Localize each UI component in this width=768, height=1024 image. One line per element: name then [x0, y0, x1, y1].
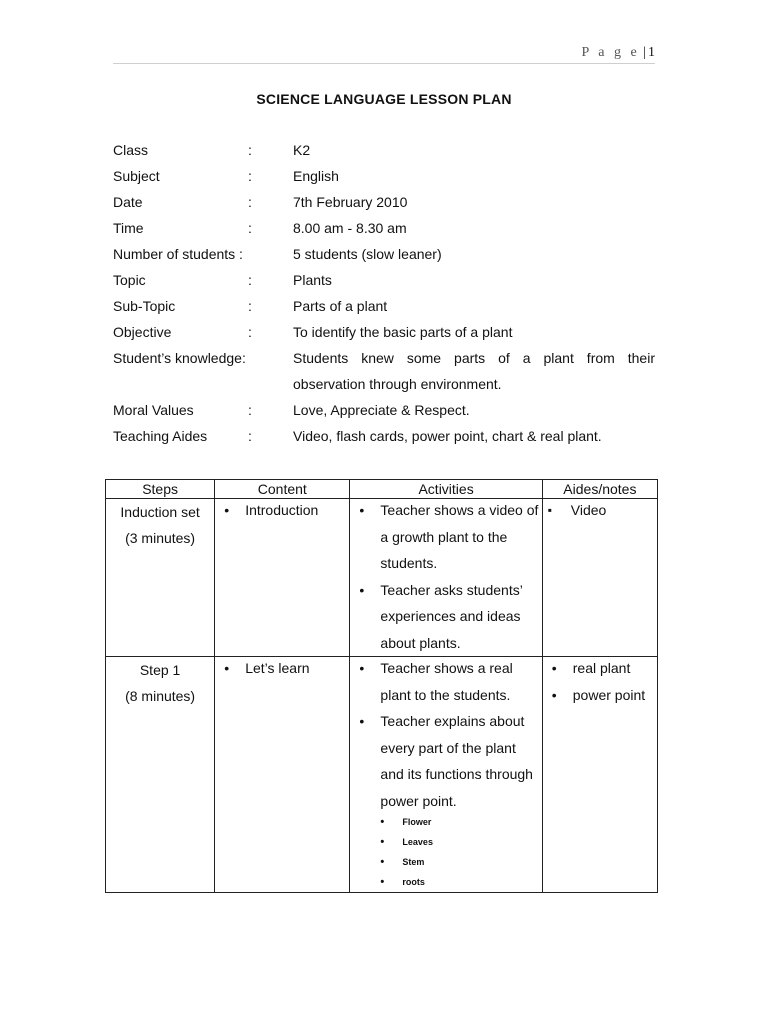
info-colon: :: [248, 272, 252, 288]
plant-part-item: • Leaves: [350, 832, 541, 852]
info-value: To identify the basic parts of a plant: [293, 324, 513, 340]
plant-part-item: • Stem: [350, 852, 541, 872]
info-label: Student’s knowledge:: [113, 350, 246, 366]
activity-item: • Teacher asks students’ experiences and ideas about plants.: [350, 577, 541, 657]
info-label: Class: [113, 142, 149, 158]
info-value: 7th February 2010: [293, 194, 408, 210]
info-row-students: [113, 241, 655, 267]
step-cell: [106, 499, 215, 657]
activity-item: • Teacher shows a video of a growth plant to the students.: [350, 497, 541, 577]
step-name: Induction set: [120, 504, 200, 520]
plant-part-item: • Flower: [350, 812, 541, 832]
info-row-topic: [113, 267, 655, 293]
step-duration: (3 minutes): [125, 530, 196, 546]
info-row-objective: [113, 319, 655, 345]
aide-item: • power point: [543, 682, 657, 709]
aides-cell: [542, 499, 657, 657]
info-row-subtopic: [113, 293, 655, 319]
aide-item: ▪ Video: [543, 497, 657, 524]
info-label: Topic: [113, 272, 146, 288]
info-value: Love, Appreciate & Respect.: [293, 402, 470, 418]
step-cell: [106, 657, 215, 893]
info-label: Sub-Topic: [113, 298, 176, 314]
info-colon: :: [248, 428, 252, 444]
info-colon: :: [248, 298, 252, 314]
aides-cell: [542, 657, 657, 893]
header-content: Content: [215, 480, 350, 499]
lesson-info: [113, 137, 655, 449]
page-number: 1: [648, 45, 655, 60]
header-steps: Steps: [106, 480, 215, 499]
page-label: P a g e: [581, 45, 640, 60]
content-item: • Let’s learn: [215, 655, 349, 682]
info-row-teaching-aides: [113, 423, 655, 449]
info-row-time: [113, 215, 655, 241]
page-separator: |: [643, 45, 646, 60]
info-row-subject: [113, 163, 655, 189]
info-label: Time: [113, 220, 144, 236]
table-row: [106, 657, 658, 893]
info-value: 5 students (slow leaner): [293, 246, 442, 262]
aide-item: • real plant: [543, 655, 657, 682]
info-colon: :: [248, 402, 252, 418]
info-value: Video, flash cards, power point, chart & real plant.: [293, 428, 602, 444]
header-aides: Aides/notes: [542, 480, 657, 499]
info-colon: :: [248, 168, 252, 184]
activity-item: • Teacher explains about every part of the plant and its functions through power point.: [350, 708, 541, 814]
activity-item: • Teacher shows a real plant to the students.: [350, 655, 541, 708]
content-cell: [215, 657, 350, 893]
info-label: Moral Values: [113, 402, 194, 418]
table-row: [106, 499, 658, 657]
info-colon: :: [248, 324, 252, 340]
info-colon: :: [248, 220, 252, 236]
activities-cell: [350, 657, 542, 893]
info-label: Date: [113, 194, 143, 210]
info-value: English: [293, 168, 339, 184]
document-title: SCIENCE LANGUAGE LESSON PLAN: [256, 91, 512, 107]
info-value: Students knew some parts of a plant from their observation through environment.: [293, 350, 655, 392]
info-row-date: [113, 189, 655, 215]
content-cell: [215, 499, 350, 657]
info-label: Number of students :: [113, 246, 243, 262]
info-row-moral-values: [113, 397, 655, 423]
step-duration: (8 minutes): [125, 688, 196, 704]
info-row-class: [113, 137, 655, 163]
lesson-plan-table: [105, 479, 658, 893]
info-colon: :: [248, 194, 252, 210]
info-colon: :: [248, 142, 252, 158]
step-name: Step 1: [139, 662, 181, 678]
info-label: Teaching Aides: [113, 428, 208, 444]
info-label: Objective: [113, 324, 172, 340]
info-row-knowledge: [113, 345, 655, 397]
activities-cell: [350, 499, 542, 657]
header-activities: Activities: [350, 480, 542, 499]
info-value: 8.00 am - 8.30 am: [293, 220, 407, 236]
plant-part-item: • roots: [350, 872, 541, 892]
info-value: Parts of a plant: [293, 298, 388, 314]
page-header: [113, 45, 655, 64]
content-item: • Introduction: [215, 497, 349, 524]
info-value: K2: [293, 142, 311, 158]
info-label: Subject: [113, 168, 160, 184]
table-header-row: [106, 480, 658, 499]
info-value: Plants: [293, 272, 332, 288]
